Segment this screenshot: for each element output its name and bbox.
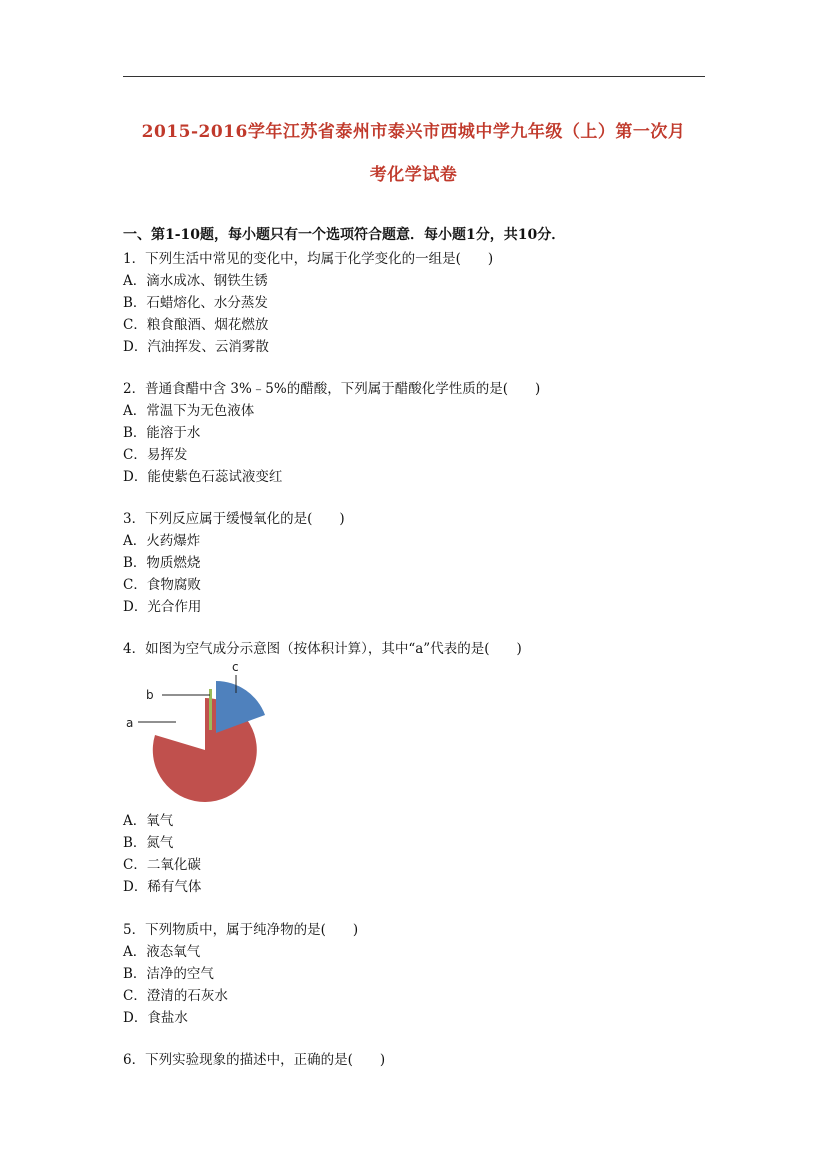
header-rule <box>123 76 705 77</box>
question-5-option-b: B．洁净的空气 <box>123 966 214 982</box>
question-5-stem: 5．下列物质中，属于纯净物的是( ) <box>123 922 359 938</box>
question-4-option-b: B．氮气 <box>123 835 174 851</box>
question-3-stem: 3．下列反应属于缓慢氧化的是( ) <box>123 511 345 527</box>
question-3-option-c: C．食物腐败 <box>123 577 201 593</box>
page-title-line2: 考化学试卷 <box>369 165 458 185</box>
question-3-option-d: D．光合作用 <box>123 599 202 615</box>
question-2-option-c: C．易挥发 <box>123 447 188 463</box>
question-1-stem: 1．下列生活中常见的变化中，均属于化学变化的一组是( ) <box>123 251 494 267</box>
question-3-option-a: A．火药爆炸 <box>123 533 201 549</box>
question-1-option-a: A．滴水成冰、钢铁生锈 <box>123 273 268 289</box>
section-heading: 一、第1-10题，每小题只有一个选项符合题意．每小题1分，共10分． <box>123 227 566 243</box>
question-5-option-a: A．液态氧气 <box>123 944 201 960</box>
page-title-line1: 2015-2016学年江苏省泰州市泰兴市西城中学九年级（上）第一次月 <box>141 122 686 142</box>
question-4-stem: 4．如图为空气成分示意图（按体积计算），其中“a”代表的是( ) <box>123 641 522 657</box>
question-2-option-a: A．常温下为无色液体 <box>123 403 255 419</box>
question-4-option-c: C．二氧化碳 <box>123 857 201 873</box>
question-3-option-b: B．物质燃烧 <box>123 555 201 571</box>
question-1-option-c: C．粮食酿酒、烟花燃放 <box>123 317 269 333</box>
air-composition-figure <box>118 655 278 805</box>
question-1-option-b: B．石蜡熔化、水分蒸发 <box>123 295 268 311</box>
label-c: c <box>232 660 239 674</box>
label-a: a <box>126 716 134 730</box>
question-1-option-d: D．汽油挥发、云消雾散 <box>123 339 269 355</box>
question-5-option-c: C．澄清的石灰水 <box>123 988 228 1004</box>
question-2-option-b: B．能溶于水 <box>123 425 201 441</box>
question-5-option-d: D．食盐水 <box>123 1010 188 1026</box>
question-4-option-d: D．稀有气体 <box>123 879 202 895</box>
question-4-option-a: A．氧气 <box>123 813 174 829</box>
question-6-stem: 6．下列实验现象的描述中，正确的是( ) <box>123 1052 386 1068</box>
question-2-stem: 2．普通食醋中含 3%﹣5%的醋酸，下列属于醋酸化学性质的是( ) <box>123 381 541 397</box>
question-2-option-d: D．能使紫色石蕊试液变红 <box>123 469 283 485</box>
label-b: b <box>146 688 154 702</box>
